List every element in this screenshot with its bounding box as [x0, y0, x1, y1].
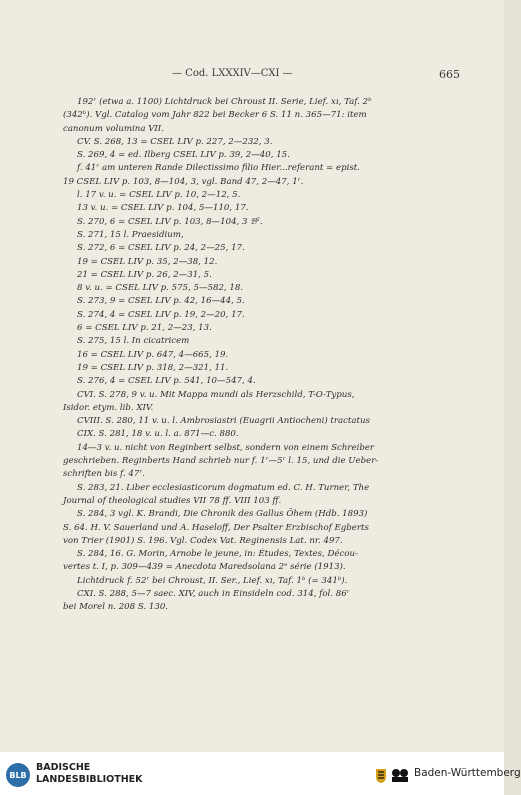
text-line: 16 = CSEL LIV p. 647, 4—665, 19. [77, 349, 229, 360]
blb-logo-icon[interactable] [6, 763, 30, 787]
header-title: — Cod. LXXXIV—CXI — [172, 68, 293, 79]
text-line: CXI. S. 288, 5—7 saec. XIV, auch in Einsideln cod. 314, fol. 86ʳ [77, 588, 350, 599]
text-line: 19 = CSEL LIV p. 318, 2—321, 11. [77, 362, 229, 373]
text-line: S. 269, 4 = ed. Ilberg CSEL LIV p. 39, 2—40, 15. [77, 150, 290, 161]
text-line: Isidor. etym. lib. XIV. [63, 402, 154, 413]
library-name-line1: BADISCHE [36, 762, 91, 773]
text-line: S. 284, 3 vgl. K. Brandi, Die Chronik des Gallus Öhem (Hdb. 1893) [77, 509, 368, 520]
text-line: geschrieben. Reginberts Hand schrieb nur f. 1ʳ—5ʳ l. 15, und die Ueber- [63, 456, 379, 467]
text-line: vertes t. I, p. 309—439 = Anecdota Maredsolana 2ᵉ série (1913). [63, 562, 346, 573]
text-line: canonum volumina VII. [63, 123, 164, 134]
text-line: 19 = CSEL LIV p. 35, 2—38, 12. [77, 256, 218, 267]
library-name-line2: LANDESBIBLIOTHEK [36, 774, 143, 785]
text-line: 13 v. u. = CSEL LIV p. 104, 5—110, 17. [77, 203, 249, 214]
text-line: f. 41ʳ am unteren Rande Dilectissimo filio Hier...referant = epist. [77, 163, 360, 174]
text-line: Journal of theological studies VII 78 ff. VIII 103 ff. [63, 495, 282, 506]
text-line: S. 271, 15 l. Praesidium, [77, 229, 184, 240]
text-line: S. 270, 6 = CSEL LIV p. 103, 8—104, 3 𝔅². [77, 216, 263, 227]
footer-bar [0, 752, 521, 795]
text-line: Lichtdruck f. 52ʳ bei Chroust, II. Ser., Lief. xı, Taf. 1ᵇ (= 341ᵇ). [77, 575, 348, 586]
page-body [63, 96, 453, 615]
text-line: 192ʳ (etwa a. 1100) Lichtdruck bei Chroust II. Serie, Lief. xı, Taf. 2ᵇ [77, 97, 372, 107]
blb-logo-text: BLB [9, 770, 27, 780]
text-line: S. 274, 4 = CSEL LIV p. 19, 2—20, 17. [77, 309, 245, 320]
page-number: 665 [439, 68, 460, 81]
text-line: S. 284, 16. G. Morin, Arnobe le jeune, in: Études, Textes, Décou- [77, 549, 358, 560]
text-line: S. 273, 9 = CSEL LIV p. 42, 16—44, 5. [77, 296, 245, 307]
text-line: S. 283, 21. Liber ecclesiasticorum dogmatum ed. C. H. Turner, The [77, 482, 370, 493]
text-line: S. 272, 6 = CSEL LIV p. 24, 2—25, 17. [77, 243, 245, 254]
text-line: bei Morel n. 208 S. 130. [63, 602, 169, 613]
text-line: S. 64. H. V. Sauerland und A. Haseloff, Der Psalter Erzbischof Egberts [63, 522, 369, 533]
text-line: 19 CSEL LIV p. 103, 8—104, 3, vgl. Band 47, 2—47, 1ʳ. [63, 176, 304, 187]
baden-wuerttemberg-coat-of-arms-icon [374, 765, 410, 785]
text-line: 8 v. u. = CSEL LIV p. 575, 5—582, 18. [77, 283, 244, 294]
text-line: CV. S. 268, 13 = CSEL LIV p. 227, 2—232, 3. [77, 136, 273, 147]
text-line: S. 276, 4 = CSEL LIV p. 541, 10—547, 4. [77, 376, 256, 387]
text-line: von Trier (1901) S. 196. Vgl. Codex Vat. Reginensis Lat. nr. 497. [63, 535, 343, 546]
text-line: 14—3 v. u. nicht von Reginbert selbst, sondern von einem Schreiber [77, 442, 375, 453]
text-line: l. 17 v. u. = CSEL LIV p. 10, 2—12, 5. [77, 190, 241, 201]
running-header [0, 68, 504, 84]
text-line: 6 = CSEL LIV p. 21, 2—23, 13. [77, 323, 212, 334]
text-line: CVI. S. 278, 9 v. u. Mit Mappa mundi als Herzschild, T-O-Typus, [77, 389, 355, 400]
text-line: CIX. S. 281, 18 v. u. l. a. 871—c. 880. [77, 429, 239, 440]
state-name: Baden-Württemberg [414, 767, 521, 779]
library-name[interactable] [36, 762, 143, 786]
text-line: 21 = CSEL LIV p. 26, 2—31, 5. [77, 269, 212, 280]
text-line: (342ᵇ). Vgl. Catalog vom Jahr 822 bei Becker 6 S. 11 n. 365—71: item [63, 110, 367, 121]
text-line: CVIII. S. 280, 11 v. u. l. Ambrosiastri (Euagrii Antiocheni) tractatus [77, 416, 370, 427]
text-line: schriften bis f. 47ʳ. [63, 469, 145, 480]
text-line: S. 275, 15 l. In cicatricem [77, 336, 190, 347]
